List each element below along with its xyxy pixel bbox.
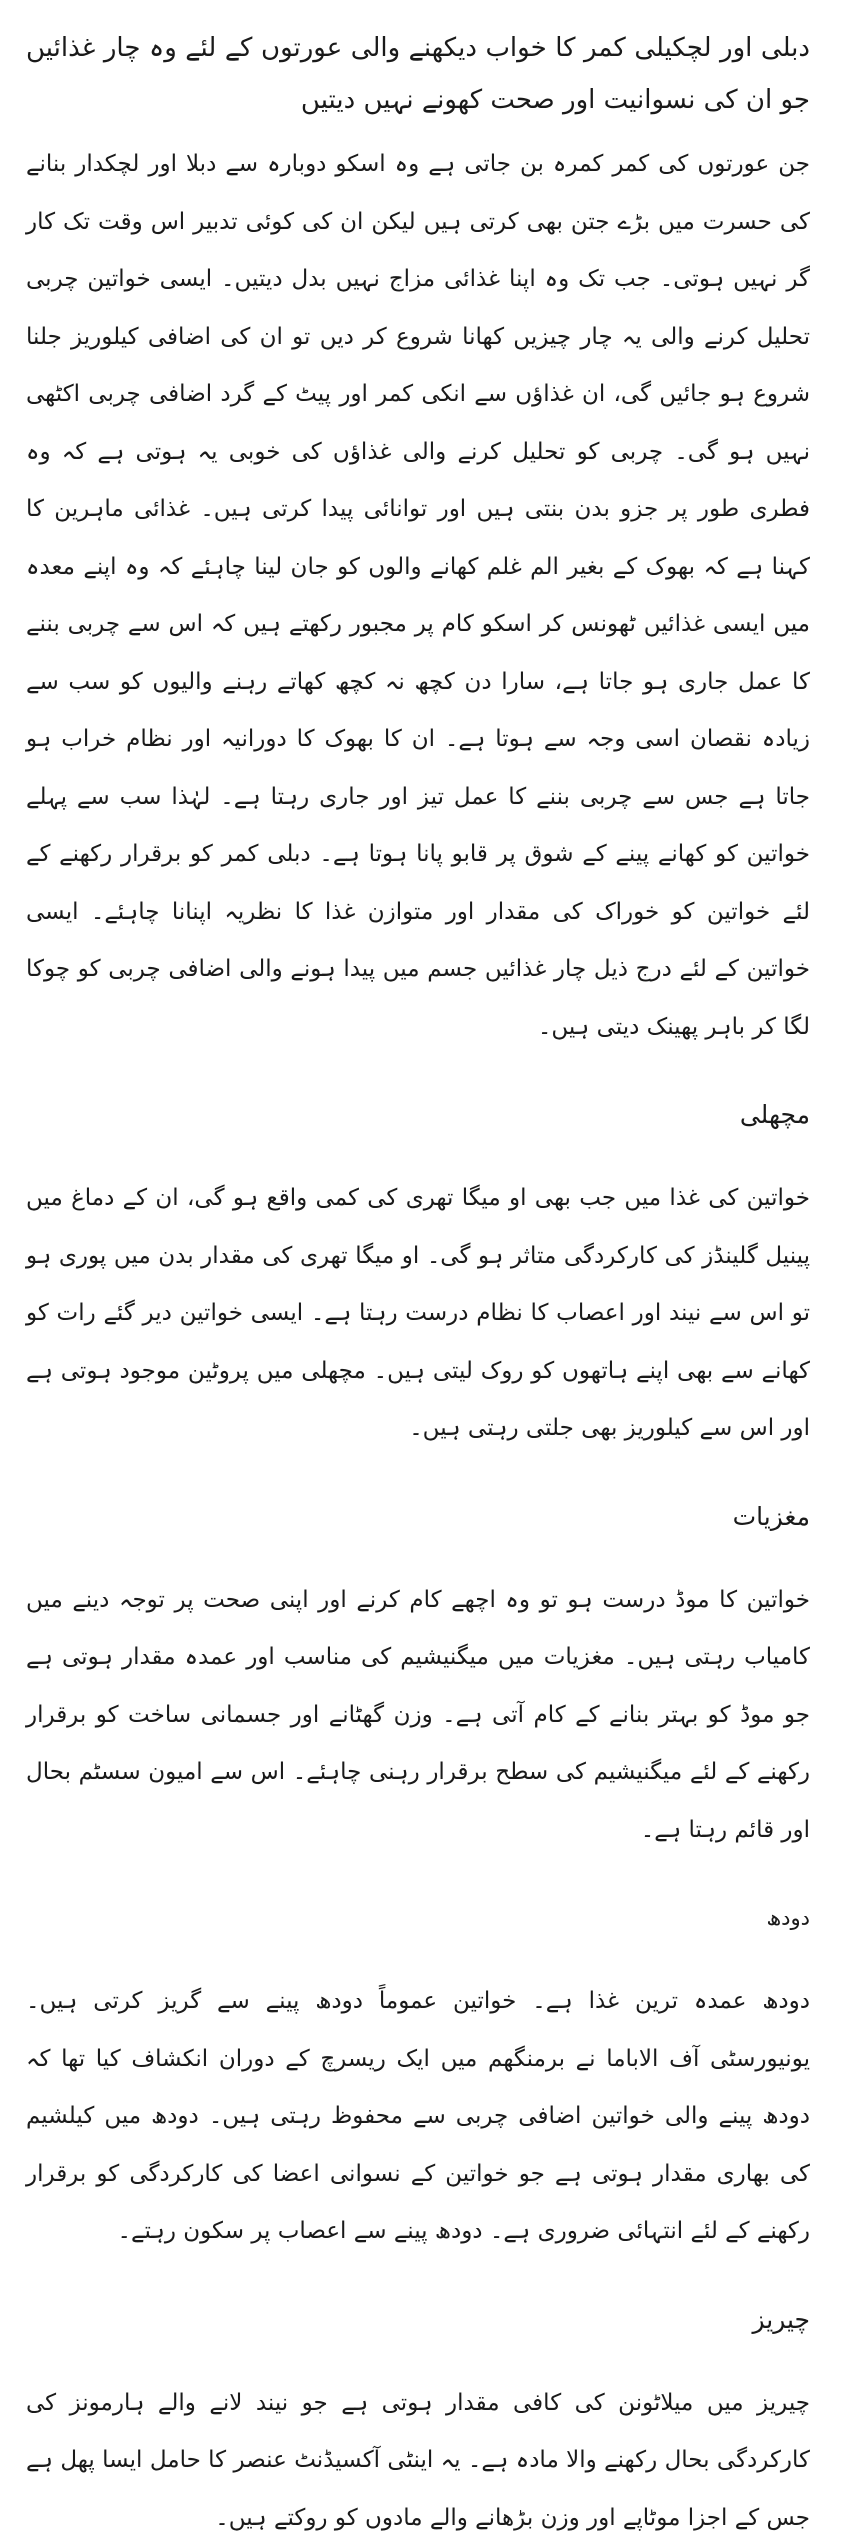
section-body-fish: خواتین کی غذا میں جب بھی او میگا تھری کی کمی واقع ہو گی، ان کے دماغ میں پینیل گلینڈز کی کارکردگی متاثر ہو گی۔ او میگا تھری کی مقدار بدن میں پوری ہو تو اس سے نیند اور اعصاب کا نظام درست رہتا ہے۔ ایسی خواتین دیر گئے رات کو کھانے سے بھی اپنے ہاتھوں کو روک لیتی ہیں۔ مچھلی میں پروٹین موجود ہوتی ہے اور اس سے کیلوریز بھی جلتی رہتی ہیں۔ <box>26 1170 810 1458</box>
section-body-milk: دودھ عمدہ ترین غذا ہے۔ خواتین عموماً دودھ پینے سے گریز کرتی ہیں۔ یونیورسٹی آف الاباما نے برمنگھم میں ایک ریسرچ کے دوران انکشاف کیا تھا کہ دودھ پینے والی خواتین اضافی چربی سے محفوظ رہتی ہیں۔ دودھ میں کیلشیم کی بھاری مقدار ہوتی ہے جو خواتین کے نسوانی اعضا کی کارکردگی کو برقرار رکھنے کے لئے انتہائی ضروری ہے۔ دودھ پینے سے اعصاب پر سکون رہتے۔ <box>26 1973 810 2261</box>
section-heading-cherries: چیریز <box>26 2295 810 2345</box>
section-heading-nuts: مغزیات <box>26 1492 810 1542</box>
section-heading-fish: مچھلی <box>26 1090 810 1140</box>
section-body-cherries: چیریز میں میلاٹونن کی کافی مقدار ہوتی ہے جو نیند لانے والے ہارمونز کی کارکردگی بحال رکھنے والا مادہ ہے۔ یہ اینٹی آکسیڈنٹ عنصر کا حامل ایسا پھل ہے جس کے اجزا موٹاپے اور وزن بڑھانے والے مادوں کو روکتے ہیں۔ <box>26 2375 810 2547</box>
section-body-nuts: خواتین کا موڈ درست ہو تو وہ اچھے کام کرنے اور اپنی صحت پر توجہ دینے میں کامیاب رہتی ہیں۔ مغزیات میں میگنیشیم کی مناسب اور عمدہ مقدار ہوتی ہے جو موڈ کو بہتر بنانے کے کام آتی ہے۔ وزن گھٹانے اور جسمانی ساخت کو برقرار رکھنے کے لئے میگنیشیم کی سطح برقرار رہنی چاہئے۔ اس سے امیون سسٹم بحال اور قائم رہتا ہے۔ <box>26 1572 810 1860</box>
article-title: دبلی اور لچکیلی کمر کا خواب دیکھنے والی عورتوں کے لئے وہ چار غذائیں جو ان کی نسوانیت اور صحت کھونے نہیں دیتیں <box>26 22 810 126</box>
intro-paragraph: جن عورتوں کی کمر کمرہ بن جاتی ہے وہ اسکو دوبارہ سے دبلا اور لچکدار بنانے کی حسرت میں بڑے جتن بھی کرتی ہیں لیکن ان کی کوئی تدبیر اس وقت تک کار گر نہیں ہوتی۔ جب تک وہ اپنا غذائی مزاج نہیں بدل دیتیں۔ ایسی خواتین چربی تحلیل کرنے والی یہ چار چیزیں کھانا شروع کر دیں تو ان کی اضافی کیلوریز جلنا شروع ہو جائیں گی، ان غذاؤں سے انکی کمر اور پیٹ کے گرد اضافی چربی اکٹھی نہیں ہو گی۔ چربی کو تحلیل کرنے والی غذاؤں کی خوبی یہ ہوتی ہے کہ وہ فطری طور پر جزو بدن بنتی ہیں اور توانائی پیدا کرتی ہیں۔ غذائی ماہرین کا کہنا ہے کہ بھوک کے بغیر الم غلم کھانے والوں کو جان لینا چاہئے کہ وہ اپنے معدہ میں ایسی غذائیں ٹھونس کر اسکو کام پر مجبور رکھتے ہیں کہ اس سے چربی بننے کا عمل جاری ہو جاتا ہے، سارا دن کچھ نہ کچھ کھاتے رہنے والیوں کو سب سے زیادہ نقصان اسی وجہ سے ہوتا ہے۔ ان کا بھوک کا دورانیہ اور نظام خراب ہو جاتا ہے جس سے چربی بننے کا عمل تیز اور جاری رہتا ہے۔ لہٰذا سب سے پہلے خواتین کو کھانے پینے کے شوق پر قابو پانا ہوتا ہے۔ دبلی کمر کو برقرار رکھنے کے لئے خواتین کو خوراک کی مقدار اور متوازن غذا کا نظریہ اپنانا چاہئے۔ ایسی خواتین کے لئے درج ذیل چار غذائیں جسم میں پیدا ہونے والی اضافی چربی کو چوکا لگا کر باہر پھینک دیتی ہیں۔ <box>26 136 810 1056</box>
section-heading-milk: دودھ <box>26 1893 810 1943</box>
